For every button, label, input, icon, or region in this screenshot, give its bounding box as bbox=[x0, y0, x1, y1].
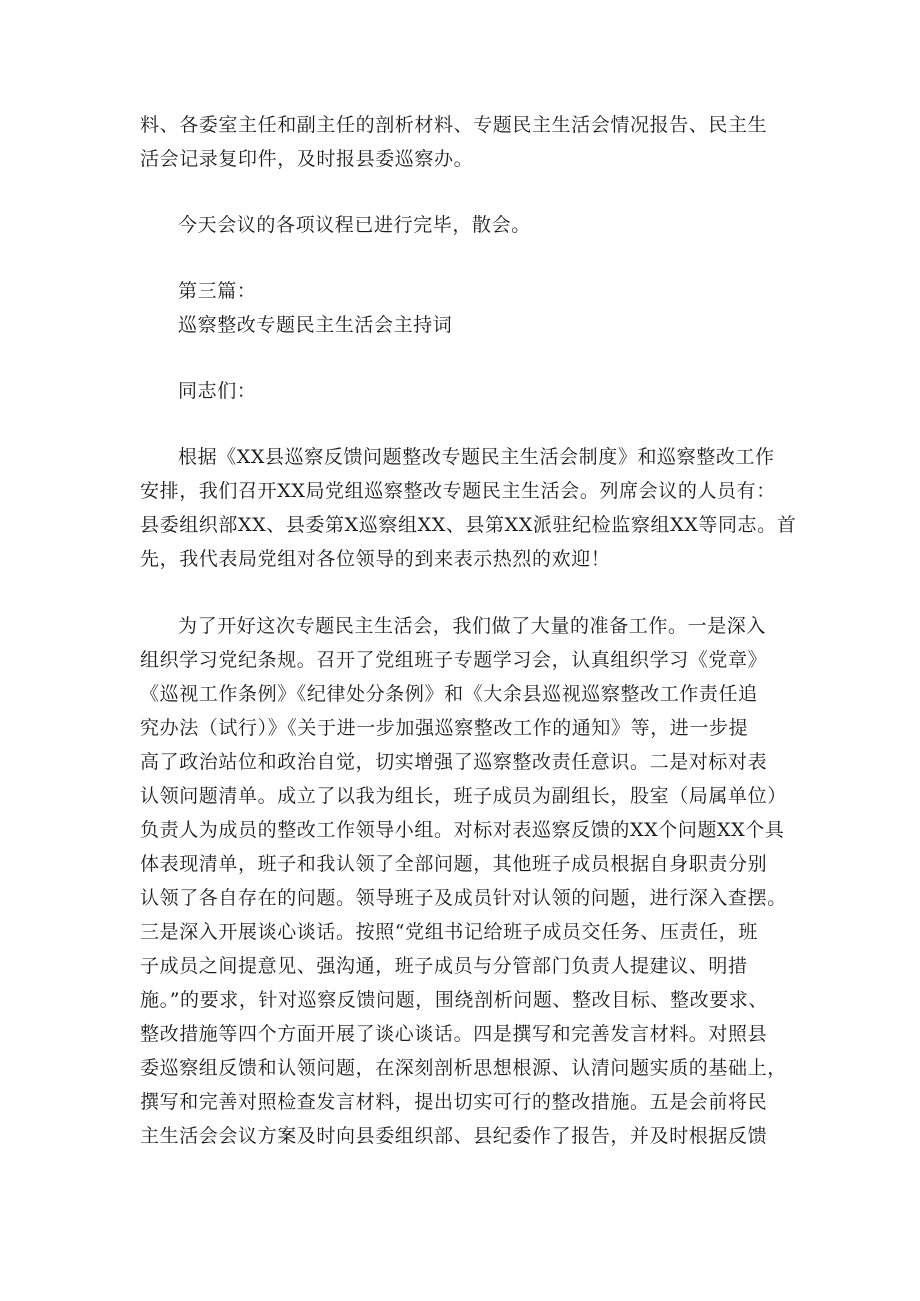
section-title: 巡察整改专题民主生活会主持词 bbox=[178, 314, 453, 336]
text-line: 究办法（试行）》《关于进一步加强巡察整改工作的通知》等，进一步提 bbox=[140, 717, 749, 739]
text-line: 安排，我们召开XX局党组巡察整改专题民主生活会。列席会议的人员有： bbox=[140, 480, 776, 502]
text-line: 为了开好这次专题民主生活会，我们做了大量的准备工作。一是深入 bbox=[178, 615, 767, 637]
continued-paragraph bbox=[140, 108, 800, 176]
section-heading bbox=[140, 274, 800, 342]
preparation-paragraph bbox=[140, 609, 800, 1153]
text-line: 高了政治站位和政治自觉，切实增强了巡察整改责任意识。二是对标对表 bbox=[140, 751, 768, 773]
text-line: 施。”的要求，针对巡察反馈问题，围绕剖析问题、整改目标、整改要求、 bbox=[140, 989, 769, 1011]
text-line: 组织学习党纪条规。召开了党组班子专题学习会，认真组织学习《党章》 bbox=[140, 649, 768, 671]
text-line: 认领问题清单。成立了以我为组长，班子成员为副组长，股室（局属单位） bbox=[140, 785, 787, 807]
greeting-text: 同志们： bbox=[178, 380, 257, 402]
text-line: 《巡视工作条例》《纪律处分条例》和《大余县巡视巡察整改工作责任追 bbox=[140, 683, 758, 705]
section-label: 第三篇： bbox=[178, 280, 257, 302]
text-line: 撰写和完善对照检查发言材料，提出切实可行的整改措施。五是会前将民 bbox=[140, 1091, 768, 1113]
text-line: 今天会议的各项议程已进行完毕，散会。 bbox=[178, 214, 531, 236]
text-line: 三是深入开展谈心谈话。按照“党组书记给班子成员交任务、压责任，班 bbox=[140, 921, 758, 943]
text-line: 先，我代表局党组对各位领导的到来表示热烈的欢迎！ bbox=[140, 548, 611, 570]
text-line: 料、各委室主任和副主任的剖析材料、专题民主生活会情况报告、民主生 bbox=[140, 114, 768, 136]
text-line: 整改措施等四个方面开展了谈心谈话。四是撰写和完善发言材料。对照县 bbox=[140, 1023, 768, 1045]
text-line: 县委组织部XX、县委第X巡察组XX、县第XX派驻纪检监察组XX等同志。首 bbox=[140, 514, 797, 536]
text-line: 认领了各自存在的问题。领导班子及成员针对认领的问题，进行深入查摆。 bbox=[140, 887, 787, 909]
text-line: 负责人为成员的整改工作领导小组。对标对表巡察反馈的XX个问题XX个具 bbox=[140, 819, 785, 841]
text-line: 委巡察组反馈和认领问题，在深刻剖析思想根源、认清问题实质的基础上， bbox=[140, 1057, 787, 1079]
greeting-paragraph bbox=[140, 374, 800, 408]
text-line: 主生活会会议方案及时向县委组织部、县纪委作了报告，并及时根据反馈 bbox=[140, 1125, 768, 1147]
text-line: 活会记录复印件，及时报县委巡察办。 bbox=[140, 148, 474, 170]
text-line: 根据《XX县巡察反馈问题整改专题民主生活会制度》和巡察整改工作 bbox=[178, 446, 775, 468]
intro-paragraph bbox=[140, 440, 800, 576]
closing-paragraph bbox=[140, 208, 800, 242]
text-line: 子成员之间提意见、强沟通，班子成员与分管部门负责人提建议、明措 bbox=[140, 955, 748, 977]
text-line: 体表现清单，班子和我认领了全部问题，其他班子成员根据自身职责分别 bbox=[140, 853, 768, 875]
